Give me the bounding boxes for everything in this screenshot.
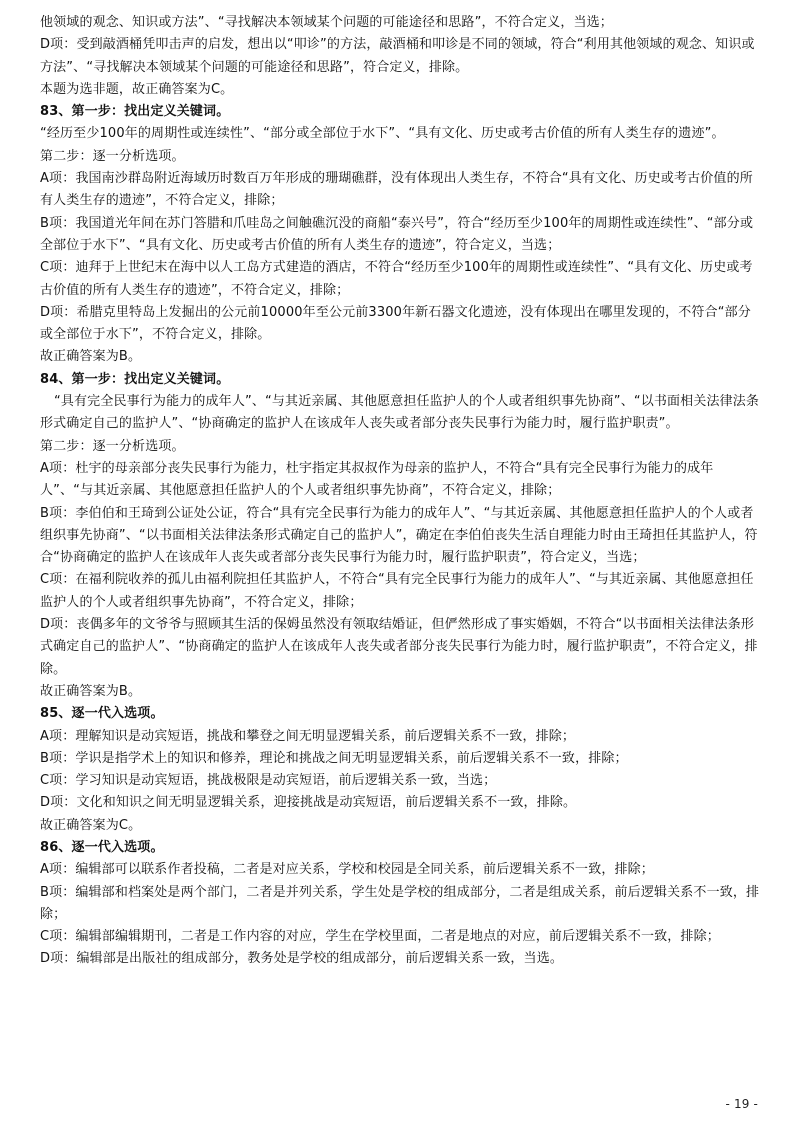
paragraph: 本题为选非题，故正确答案为C。 — [40, 81, 234, 97]
paragraph: B项：编辑部和档案处是两个部门，二者是并列关系，学生处是学校的组成部分，二者是组成关系，前后逻辑关系不一致，排除； — [40, 884, 760, 922]
page-number: - 19 - — [725, 1097, 758, 1111]
paragraph: “经历至少100年的周期性或连续性”、“部分或全部位于水下”、“具有文化、历史或考古价值的所有人类生存的遗迹”。 — [40, 126, 725, 142]
paragraph: D项：文化和知识之间无明显逻辑关系，迎接挑战是动宾短语，前后逻辑关系不一致，排除。 — [40, 795, 577, 811]
paragraph: “具有完全民事行为能力的成年人”、“与其近亲属、其他愿意担任监护人的个人或者组织事先协商”、“以书面相关法律法条形式确定自己的监护人”、“协商确定的监护人在该成年人丧失或者部分丧失民事行为能力时，履行监护职责”。 — [40, 394, 760, 432]
paragraph: C项：编辑部编辑期刊，二者是工作内容的对应，学生在学校里面，二者是地点的对应，前后逻辑关系不一致，排除； — [40, 929, 720, 945]
document-body — [40, 12, 760, 971]
paragraph: B项：学识是指学术上的知识和修养，理论和挑战之间无明显逻辑关系，前后逻辑关系不一致，排除； — [40, 750, 628, 766]
paragraph: 第二步：逐一分析选项。 — [40, 438, 185, 454]
paragraph: D项：编辑部是出版社的组成部分，教务处是学校的组成部分，前后逻辑关系一致，当选。 — [40, 951, 564, 967]
paragraph: 故正确答案为C。 — [40, 817, 142, 833]
paragraph: 故正确答案为B。 — [40, 349, 142, 365]
question-heading: 84、第一步：找出定义关键词。 — [40, 371, 230, 387]
paragraph: B项：我国道光年间在苏门答腊和爪哇岛之间触礁沉没的商船“泰兴号”，符合“经历至少100年的周期性或连续性”、“部分或全部位于水下”、“具有文化、历史或考古价值的所有人类生存的遗迹”，符合定义，当选； — [40, 215, 754, 253]
paragraph: B项：李伯伯和王琦到公证处公证，符合“具有完全民事行为能力的成年人”、“与其近亲属、其他愿意担任监护人的个人或者组织事先协商”、“以书面相关法律法条形式确定自己的监护人”，确定在李伯伯丧失生活自理能力时由王琦担任其监护人，符合“协商确定的监护人在该成年人丧失或者部分丧失民事行为能力时，履行监护职责”，符合定义，当选； — [40, 505, 758, 566]
paragraph: A项：我国南沙群岛附近海域历时数百万年形成的珊瑚礁群，没有体现出人类生存，不符合“具有文化、历史或考古价值的所有人类生存的遗迹”，不符合定义，排除； — [40, 171, 753, 209]
paragraph: D项：受到敲酒桶凭叩击声的启发，想出以“叩诊”的方法，敲酒桶和叩诊是不同的领域，符合“利用其他领域的观念、知识或方法”、“寻找解决本领域某个问题的可能途径和思路”，符合定义，排除。 — [40, 37, 755, 75]
paragraph: C项：在福利院收养的孤儿由福利院担任其监护人，不符合“具有完全民事行为能力的成年人”、“与其近亲属、其他愿意担任监护人的个人或者组织事先协商”，不符合定义，排除； — [40, 572, 754, 610]
paragraph: A项：理解知识是动宾短语，挑战和攀登之间无明显逻辑关系，前后逻辑关系不一致，排除； — [40, 728, 576, 744]
paragraph: C项：学习知识是动宾短语，挑战极限是动宾短语，前后逻辑关系一致，当选； — [40, 773, 497, 789]
paragraph: 故正确答案为B。 — [40, 683, 142, 699]
paragraph: 他领域的观念、知识或方法”、“寻找解决本领域某个问题的可能途径和思路”，不符合定义，当选； — [40, 15, 613, 30]
paragraph: D项：希腊克里特岛上发掘出的公元前10000年至公元前3300年新石器文化遗迹，没有体现出在哪里发现的，不符合“部分或全部位于水下”，不符合定义，排除。 — [40, 304, 751, 343]
paragraph: D项：丧偶多年的文爷爷与照顾其生活的保姆虽然没有领取结婚证，但俨然形成了事实婚姻，不符合“以书面相关法律法条形式确定自己的监护人”、“协商确定的监护人在该成年人丧失或者部分丧失民事行为能力时，履行监护职责”，不符合定义，排除。 — [40, 617, 758, 677]
question-heading: 85、逐一代入选项。 — [40, 706, 164, 722]
paragraph: A项：编辑部可以联系作者投稿，二者是对应关系，学校和校园是全同关系，前后逻辑关系不一致，排除； — [40, 862, 654, 878]
paragraph: A项：杜宇的母亲部分丧失民事行为能力，杜宇指定其叔叔作为母亲的监护人，不符合“具有完全民事行为能力的成年人”、“与其近亲属、其他愿意担任监护人的个人或者组织事先协商”，不符合定义，排除； — [40, 460, 714, 499]
paragraph: C项：迪拜于上世纪末在海中以人工岛方式建造的酒店，不符合“经历至少100年的周期性或连续性”、“具有文化、历史或考古价值的所有人类生存的遗迹”，不符合定义，排除； — [40, 260, 753, 298]
question-heading: 83、第一步：找出定义关键词。 — [40, 104, 230, 120]
question-heading: 86、逐一代入选项。 — [40, 839, 164, 855]
paragraph: 第二步：逐一分析选项。 — [40, 148, 185, 164]
